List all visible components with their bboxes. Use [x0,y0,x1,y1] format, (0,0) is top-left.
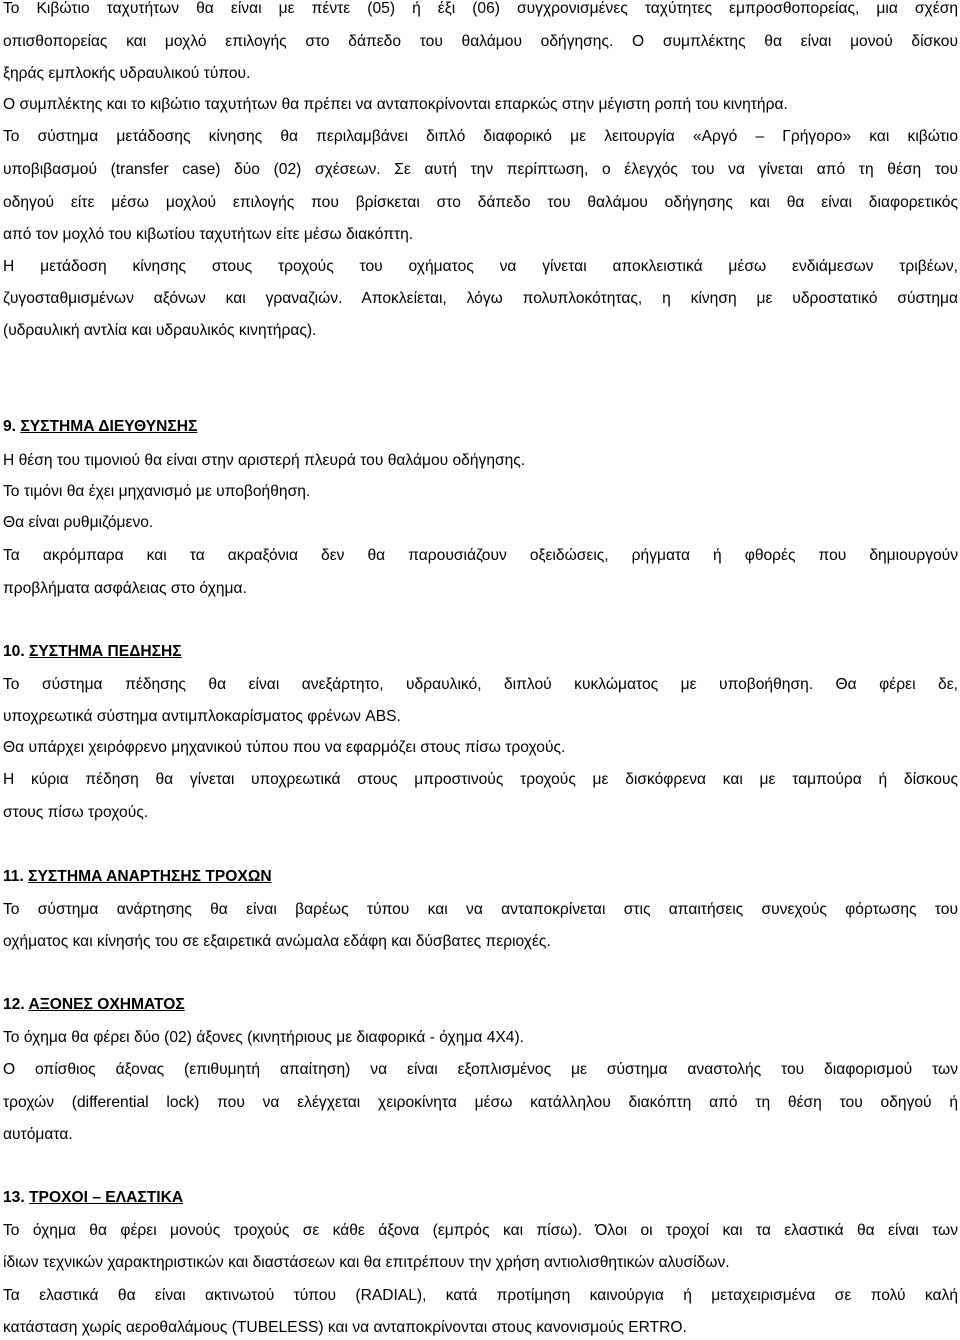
paragraph-line: στους πίσω τροχούς. [3,804,149,821]
paragraph-line: Η θέση του τιμονιού θα είναι στην αριστερή πλευρά του θαλάμου οδήγησης. [3,452,526,469]
paragraph-line: Θα είναι ρυθμιζόμενο. [3,514,154,531]
section-number: 9. [3,418,17,435]
paragraph-line: Τα ακρόμπαρα και τα ακραξόνια δεν θα παρουσιάζουν οξειδώσεις, ρήγματα ή φθορές που δημιουργούν [3,547,958,564]
section-heading-axles [3,995,185,1015]
section-title: ΣΥΣΤΗΜΑ ΔΙΕΥΘΥΝΣΗΣ [20,418,198,435]
paragraph-line: Τα ελαστικά θα είναι ακτινωτού τύπου (RADIAL), κατά προτίμηση καινούργια ή μεταχειρισμένα σε πολύ καλή [3,1287,958,1304]
paragraph-line: Το σύστημα μετάδοσης κίνησης θα περιλαμβάνει διπλό διαφορικό με λειτουργία «Αργό – Γρήγορο» και κιβώτιο [3,128,958,145]
paragraph-line: υποβιβασμού (transfer case) δύο (02) σχέσεων. Σε αυτή την περίπτωση, ο έλεγχός του να γίνεται από τη θέση του [3,161,958,178]
section-heading-steering [3,417,197,437]
paragraph-line: Το σύστημα πέδησης θα είναι ανεξάρτητο, υδραυλικό, διπλού κυκλώματος με υποβοήθηση. Θα φέρει δε, [3,676,958,693]
paragraph-line: Η κύρια πέδηση θα γίνεται υποχρεωτικά στους μπροστινούς τροχούς με δισκόφρενα και με ταμπούρα ή δίσκους [3,771,958,788]
paragraph-line: οπισθοπορείας και μοχλό επιλογής στο δάπεδο του θαλάμου οδήγησης. Ο συμπλέκτης θα είναι μονού δίσκου [3,33,958,50]
paragraph-line: από τον μοχλό του κιβωτίου ταχυτήτων είτε μέσω διακόπτη. [3,226,414,243]
section-number: 11. [3,868,24,885]
paragraph-line: Θα υπάρχει χειρόφρενο μηχανικού τύπου που να εφαρμόζει στους πίσω τροχούς. [3,739,566,756]
paragraph-line: Το σύστημα ανάρτησης θα είναι βαρέως τύπου και να ανταποκρίνεται στις απαιτήσεις συνεχούς φόρτωσης του [3,901,958,918]
paragraph-line: Η μετάδοση κίνησης στους τροχούς του οχήματος να γίνεται αποκλειστικά μέσω ενδιάμεσων τριβέων, [3,258,958,275]
paragraph-line: οχήματος και κίνησής του σε εξαιρετικά ανώμαλα εδάφη και δύσβατες περιοχές. [3,933,551,950]
section-heading-suspension [3,867,272,887]
section-number: 13. [3,1189,25,1206]
paragraph-line: αυτόματα. [3,1126,73,1143]
paragraph-line: Το όχημα θα φέρει μονούς τροχούς σε κάθε άξονα (εμπρός και πίσω). Όλοι οι τροχοί και τα ελαστικά θα είναι των [3,1222,958,1239]
paragraph-line: υποχρεωτικά σύστημα αντιμπλοκαρίσματος φρένων ABS. [3,708,401,725]
section-title: ΣΥΣΤΗΜΑ ΑΝΑΡΤΗΣΗΣ ΤΡΟΧΩΝ [28,868,272,885]
paragraph-line: Το όχημα θα φέρει δύο (02) άξονες (κινητήριους με διαφορικά - όχημα 4Χ4). [3,1029,524,1046]
paragraph-line: Το τιμόνι θα έχει μηχανισμό με υποβοήθηση. [3,483,311,500]
section-number: 12. [3,996,25,1013]
section-title: ΤΡΟΧΟΙ – ΕΛΑΣΤΙΚΑ [29,1189,184,1206]
paragraph-line: (υδραυλική αντλία και υδραυλικός κινητήρας). [3,322,317,339]
paragraph-line: κατάσταση χωρίς αεροθαλάμους (TUBELESS) και να ανταποκρίνονται στους κανονισμούς ERTRO. [3,1319,687,1336]
section-title: ΑΞΟΝΕΣ ΟΧΗΜΑΤΟΣ [28,996,185,1013]
paragraph-line: ξηράς εμπλοκής υδραυλικού τύπου. [3,65,251,82]
section-heading-brakes [3,642,182,662]
paragraph-line: ίδιων τεχνικών χαρακτηριστικών και διαστάσεων και θα επιτρέπουν την χρήση αντιολισθητικών αλυσίδων. [3,1254,730,1271]
paragraph-line: οδηγού είτε μέσω μοχλού επιλογής που βρίσκεται στο δάπεδο του θαλάμου οδήγησης και θα είναι διαφορετικός [3,194,958,211]
paragraph-line: προβλήματα ασφάλειας στο όχημα. [3,580,247,597]
paragraph-line: Ο συμπλέκτης και το κιβώτιο ταχυτήτων θα πρέπει να ανταποκρίνονται επαρκώς στην μέγιστη ροπή του κινητήρα. [3,96,788,113]
paragraph-line: Ο οπίσθιος άξονας (επιθυμητή απαίτηση) να είναι εξοπλισμένος με σύστημα αναστολής του διαφορισμού των [3,1061,958,1078]
section-heading-wheels-tires [3,1188,183,1208]
section-number: 10. [3,643,25,660]
paragraph-line: ζυγοσταθμισμένων αξόνων και γραναζιών. Αποκλείεται, λόγω πολυπλοκότητας, η κίνηση με υδροστατικό σύστημα [3,290,958,307]
paragraph-line: τροχών (differential lock) που να ελέγχεται χειροκίνητα μέσω κατάλληλου διακόπτη από τη θέση του οδηγού ή [3,1094,958,1111]
paragraph-line: Το Κιβώτιο ταχυτήτων θα είναι με πέντε (05) ή έξι (06) συγχρονισμένες ταχύτητες εμπροσθοπορείας, μια σχέση [3,0,958,17]
section-title: ΣΥΣΤΗΜΑ ΠΕΔΗΣΗΣ [29,643,182,660]
